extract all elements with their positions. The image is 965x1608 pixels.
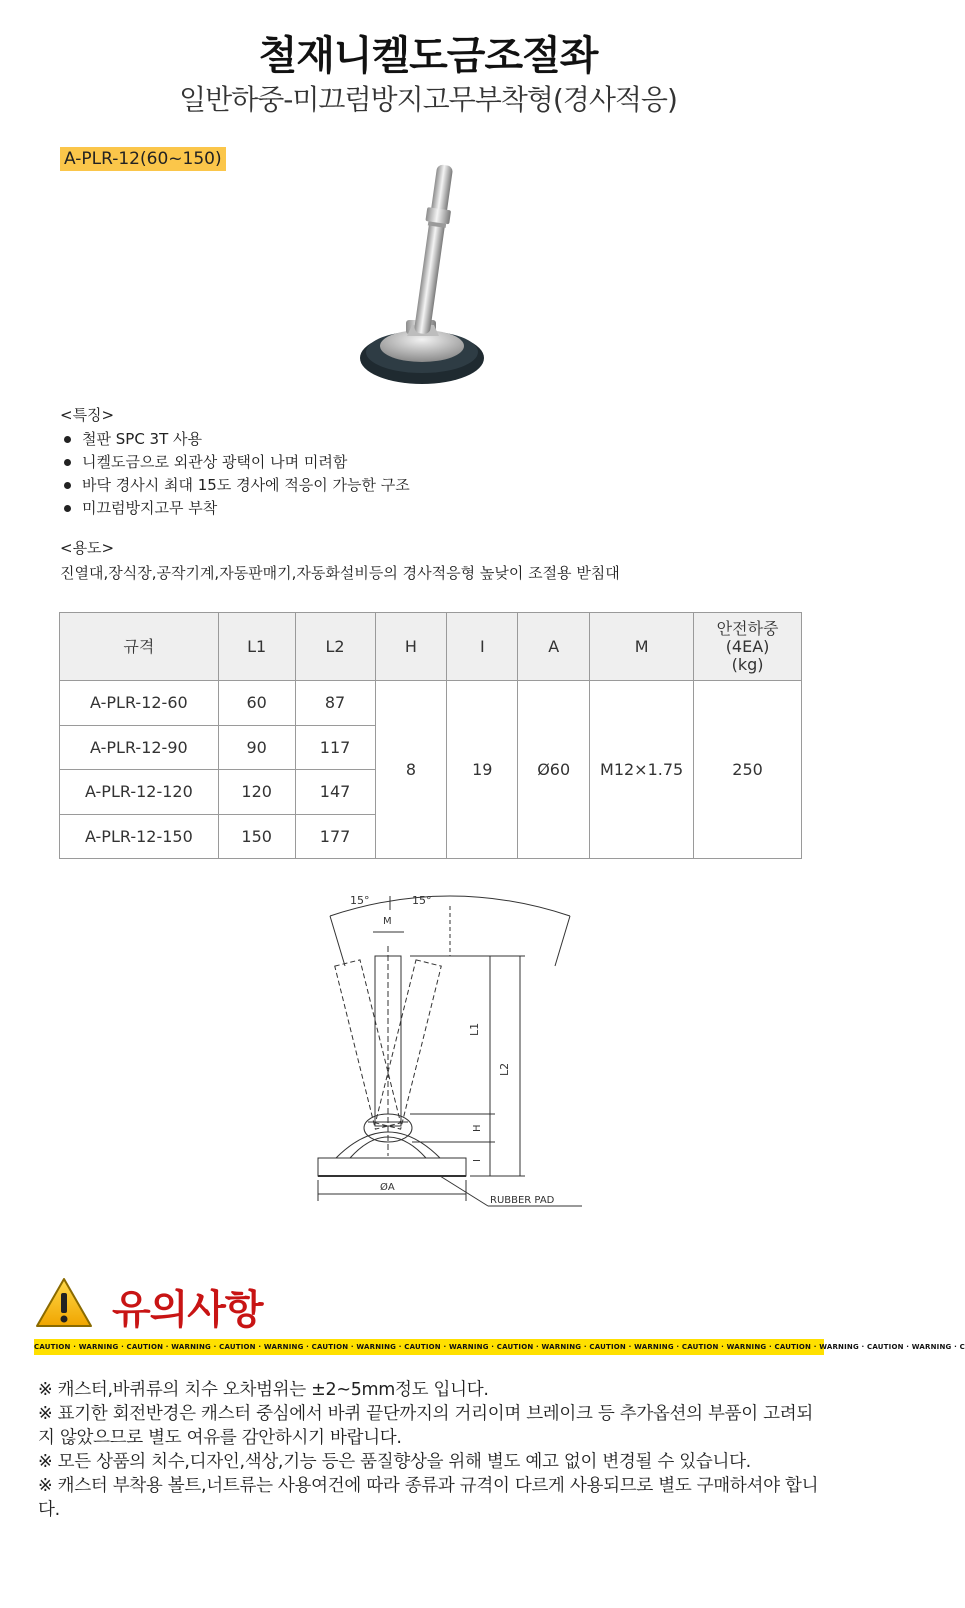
feature-item: 철판 SPC 3T 사용 — [60, 428, 410, 451]
features-section — [60, 404, 410, 520]
usage-heading: <용도> — [60, 539, 115, 557]
note-item: ※ 캐스터,바퀴류의 치수 오차범위는 ±2~5mm정도 입니다. — [38, 1380, 489, 1400]
note-item: ※ 캐스터 부착용 볼트,너트류는 사용여건에 따라 종류과 규격이 다르게 사용되므로 별도 구매하셔야 합니다. — [38, 1476, 819, 1520]
cell-l2: 147 — [295, 770, 375, 815]
spec-table — [59, 612, 802, 859]
cell-l2: 117 — [295, 725, 375, 770]
page-subtitle: 일반하중-미끄럼방지고무부착형(경사적응) — [179, 83, 677, 116]
header-i: I — [447, 613, 518, 681]
header-m: M — [590, 613, 694, 681]
feature-item: 니켈도금으로 외관상 광택이 나며 미려함 — [60, 451, 410, 474]
header-load — [694, 613, 802, 681]
caution-notes — [38, 1378, 828, 1522]
cell-i: 19 — [447, 681, 518, 859]
cell-model: A-PLR-12-150 — [60, 814, 219, 859]
cell-model: A-PLR-12-90 — [60, 725, 219, 770]
i-label: I — [472, 1159, 483, 1162]
cell-l2: 177 — [295, 814, 375, 859]
caution-tape: CAUTION · WARNING · CAUTION · WARNING · CAUTION · WARNING · CAUTION · WARNING · CAUTION · WARNING · CAUTION · WARNING · CAUTION · WARNING · CAUTION · WARNING · CAUTION · WARNING · CAUTION · WARNING · C — [34, 1339, 824, 1355]
cell-l1: 150 — [218, 814, 295, 859]
l2-label: L2 — [498, 1062, 511, 1076]
header-model: 규격 — [60, 613, 219, 681]
a-label: ØA — [380, 1182, 395, 1193]
header-h: H — [375, 613, 447, 681]
header-load-line3: (kg) — [731, 654, 764, 674]
cell-l1: 60 — [218, 681, 295, 726]
header-load-line1: 안전하중 — [716, 618, 779, 638]
cell-a: Ø60 — [518, 681, 590, 859]
page-title: 철재니켈도금조절좌 — [258, 33, 598, 79]
table-header-row — [60, 613, 802, 681]
cell-l2: 87 — [295, 681, 375, 726]
header-l2: L2 — [295, 613, 375, 681]
model-badge: A-PLR-12(60~150) — [60, 147, 226, 171]
caution-title: 유의사항 — [112, 1287, 263, 1333]
cell-l1: 90 — [218, 725, 295, 770]
m-label: M — [383, 916, 392, 927]
cell-m: M12×1.75 — [590, 681, 694, 859]
feature-item: 바닥 경사시 최대 15도 경사에 적응이 가능한 구조 — [60, 474, 410, 497]
cell-h: 8 — [375, 681, 447, 859]
note-item: ※ 표기한 회전반경은 캐스터 중심에서 바퀴 끝단까지의 거리이며 브레이크 등 추가옵션의 부품이 고려되지 않았으므로 별도 여유를 감안하시기 바랍니다. — [38, 1404, 813, 1448]
features-heading: <특징> — [60, 406, 115, 424]
note-item: ※ 모든 상품의 치수,디자인,색상,기능 등은 품질향상을 위해 별도 예고 없이 변경될 수 있습니다. — [38, 1452, 751, 1472]
table-row — [60, 681, 802, 726]
cell-model: A-PLR-12-120 — [60, 770, 219, 815]
cell-load: 250 — [694, 681, 802, 859]
angle-left-label: 15° — [350, 894, 370, 907]
header-load-line2: (4EA) — [725, 636, 770, 656]
product-photo — [320, 160, 560, 410]
technical-drawing — [300, 896, 610, 1251]
rubber-pad-label: RUBBER PAD — [490, 1195, 555, 1206]
h-label: H — [472, 1124, 483, 1132]
cell-l1: 120 — [218, 770, 295, 815]
header-l1: L1 — [218, 613, 295, 681]
feature-item: 미끄럼방지고무 부착 — [60, 497, 410, 520]
cell-model: A-PLR-12-60 — [60, 681, 219, 726]
usage-text: 진열대,장식장,공작기계,자동판매기,자동화설비등의 경사적응형 높낮이 조절용 받침대 — [60, 564, 620, 582]
angle-right-label: 15° — [412, 894, 432, 907]
warning-icon — [34, 1276, 94, 1330]
header-a: A — [518, 613, 590, 681]
usage-section — [60, 537, 620, 583]
l1-label: L1 — [468, 1022, 481, 1036]
